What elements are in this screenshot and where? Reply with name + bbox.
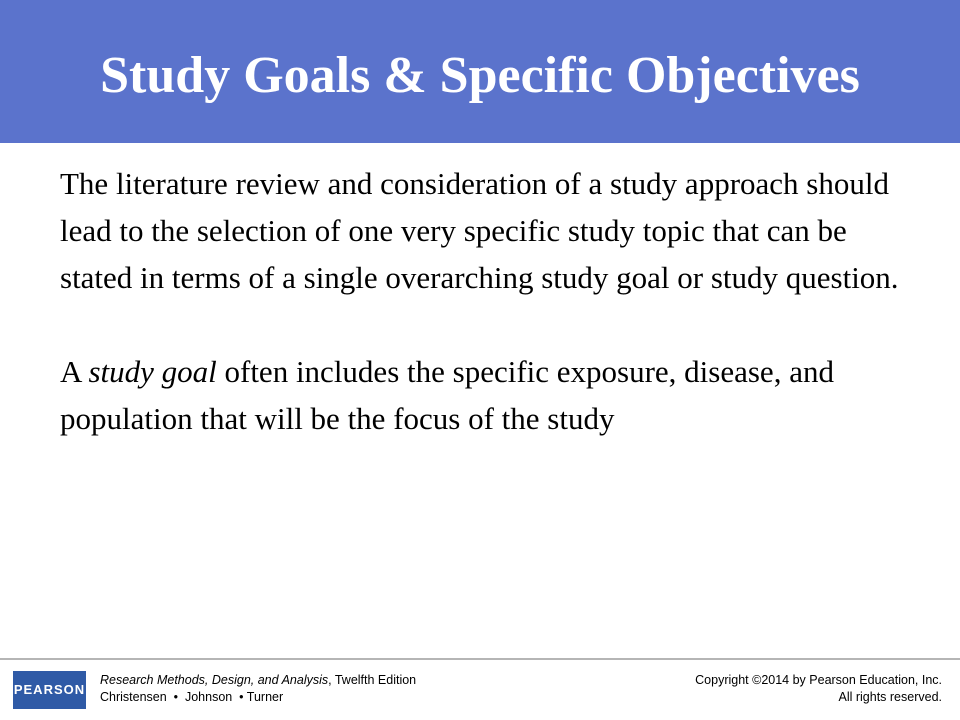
footer-title-line [100, 672, 540, 689]
pearson-logo [13, 671, 86, 709]
slide-title: Study Goals & Specific Objectives [100, 47, 860, 104]
footer-edition: , Twelfth Edition [328, 673, 417, 687]
logo-text: PEARSON [13, 682, 86, 697]
rights-text: All rights reserved. [838, 690, 942, 704]
slide-body [60, 160, 920, 442]
paragraph-2-lead: A [60, 354, 89, 389]
paragraph-2-rest: often includes the specific exposure, disease, and population that will be the focus of the study [60, 354, 834, 436]
copyright-text: Copyright ©2014 by Pearson Education, Inc. [695, 673, 942, 687]
footer-authors: Christensen • Johnson • Turner [100, 690, 284, 704]
title-bar [0, 0, 960, 143]
paragraph-1: The literature review and consideration of a study approach should lead to the selection of one very specific study topic that can be stated in terms of a single overarching study goal or study question. [60, 166, 899, 295]
footer-book-title: Research Methods, Design, and Analysis [100, 673, 329, 687]
footer-book-info [100, 672, 540, 706]
paragraph-2-emphasis: study goal [88, 354, 217, 389]
footer-copyright [522, 672, 942, 706]
footer-divider [0, 658, 960, 660]
paragraph-2 [60, 348, 920, 442]
